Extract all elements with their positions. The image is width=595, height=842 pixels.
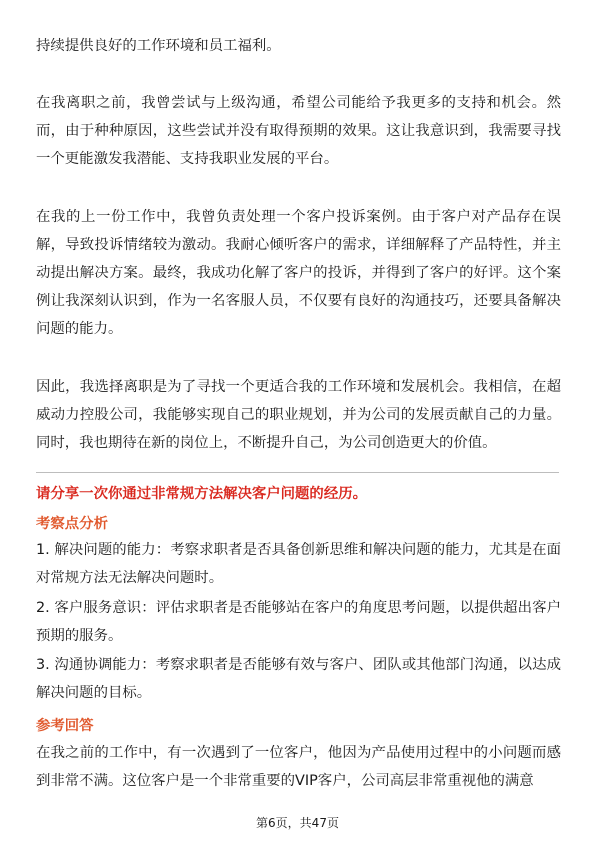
interview-question: 请分享一次你通过非常规方法解决客户问题的经历。 xyxy=(36,486,367,502)
paragraph-1: 持续提供良好的工作环境和员工福利。 xyxy=(36,38,281,54)
analysis-item-2: 2. 客户服务意识：评估求职者是否能够站在客户的角度思考问题，以提供超出客户预期的服务。 xyxy=(36,600,561,644)
answer-text: 在我之前的工作中，有一次遇到了一位客户，他因为产品使用过程中的小问题而感到非常不满。这位客户是一个非常重要的VIP客户，公司高层非常重视他的满意 xyxy=(36,745,561,789)
analysis-heading: 考察点分析 xyxy=(36,516,108,532)
section-divider xyxy=(36,472,559,473)
analysis-item-1: 1. 解决问题的能力：考察求职者是否具备创新思维和解决问题的能力，尤其是在面对常规方法无法解决问题时。 xyxy=(36,542,561,586)
paragraph-3: 在我的上一份工作中，我曾负责处理一个客户投诉案例。由于客户对产品存在误解，导致投诉情绪较为激动。我耐心倾听客户的需求，详细解释了产品特性，并主动提出解决方案。最终，我成功化解了客户的投诉，并得到了客户的好评。这个案例让我深刻认识到，作为一名客服人员，不仅要有良好的沟通技巧，还要具备解决问题的能力。 xyxy=(36,209,561,337)
page-number: 第6页，共47页 xyxy=(256,816,339,830)
analysis-item-3: 3. 沟通协调能力：考察求职者是否能够有效与客户、团队或其他部门沟通，以达成解决问题的目标。 xyxy=(36,657,561,701)
answer-heading: 参考回答 xyxy=(36,718,94,734)
paragraph-4: 因此，我选择离职是为了寻找一个更适合我的工作环境和发展机会。我相信，在超威动力控股公司，我能够实现自己的职业规划，并为公司的发展贡献自己的力量。同时，我也期待在新的岗位上，不断提升自己，为公司创造更大的价值。 xyxy=(36,379,561,451)
paragraph-2: 在我离职之前，我曾尝试与上级沟通，希望公司能给予我更多的支持和机会。然而，由于种种原因，这些尝试并没有取得预期的效果。这让我意识到，我需要寻找一个更能激发我潜能、支持我职业发展的平台。 xyxy=(36,95,561,167)
